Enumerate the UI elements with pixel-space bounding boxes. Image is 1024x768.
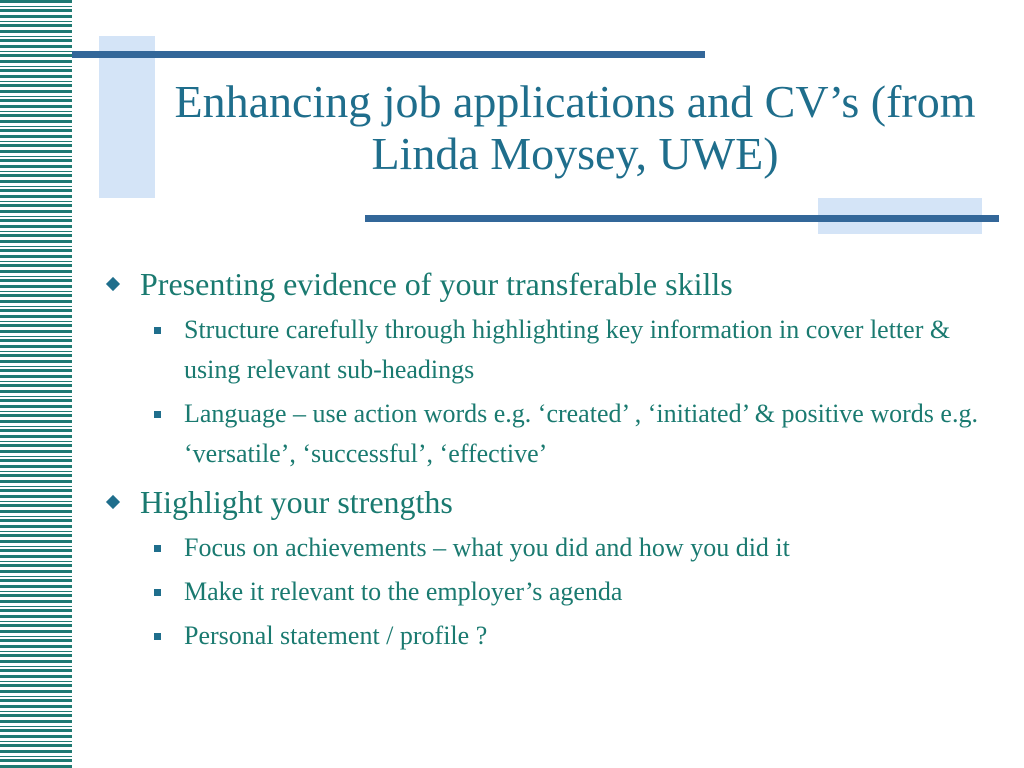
- sub-bullet-item: [106, 394, 1006, 474]
- slide-title: Enhancing job applications and CV’s (from Linda Moysey, UWE): [174, 76, 976, 179]
- square-bullet-icon: [154, 545, 161, 552]
- sub-bullet-text: Language – use action words e.g. ‘created’ , ‘initiated’ & positive words e.g. ‘versatile’, ‘successful’, ‘effective’: [184, 399, 978, 468]
- sub-bullet-text: Make it relevant to the employer’s agenda: [184, 577, 623, 606]
- diamond-bullet-icon: [106, 277, 120, 291]
- sub-bullet-item: [106, 528, 1006, 568]
- decorative-line-top: [72, 51, 705, 58]
- square-bullet-icon: [154, 633, 161, 640]
- bullet-section-2-heading: [106, 480, 1006, 524]
- slide-body: [106, 256, 1006, 656]
- sub-bullet-text: Personal statement / profile ?: [184, 621, 488, 650]
- diamond-bullet-icon: [106, 495, 120, 509]
- sub-bullet-item: [106, 616, 1006, 656]
- decorative-block-top: [99, 36, 155, 198]
- square-bullet-icon: [154, 411, 161, 418]
- sub-bullet-item: [106, 310, 1006, 390]
- bullet-text: Presenting evidence of your transferable skills: [140, 266, 733, 302]
- bullet-section-1-heading: [106, 262, 1006, 306]
- sub-bullet-text: Structure carefully through highlighting key information in cover letter & using relevant sub-headings: [184, 315, 951, 384]
- decorative-stripe-band: [0, 0, 72, 768]
- decorative-line-bottom: [365, 215, 999, 222]
- bullet-text: Highlight your strengths: [140, 484, 453, 520]
- sub-bullet-item: [106, 572, 1006, 612]
- square-bullet-icon: [154, 589, 161, 596]
- sub-bullet-text: Focus on achievements – what you did and how you did it: [184, 533, 790, 562]
- square-bullet-icon: [154, 327, 161, 334]
